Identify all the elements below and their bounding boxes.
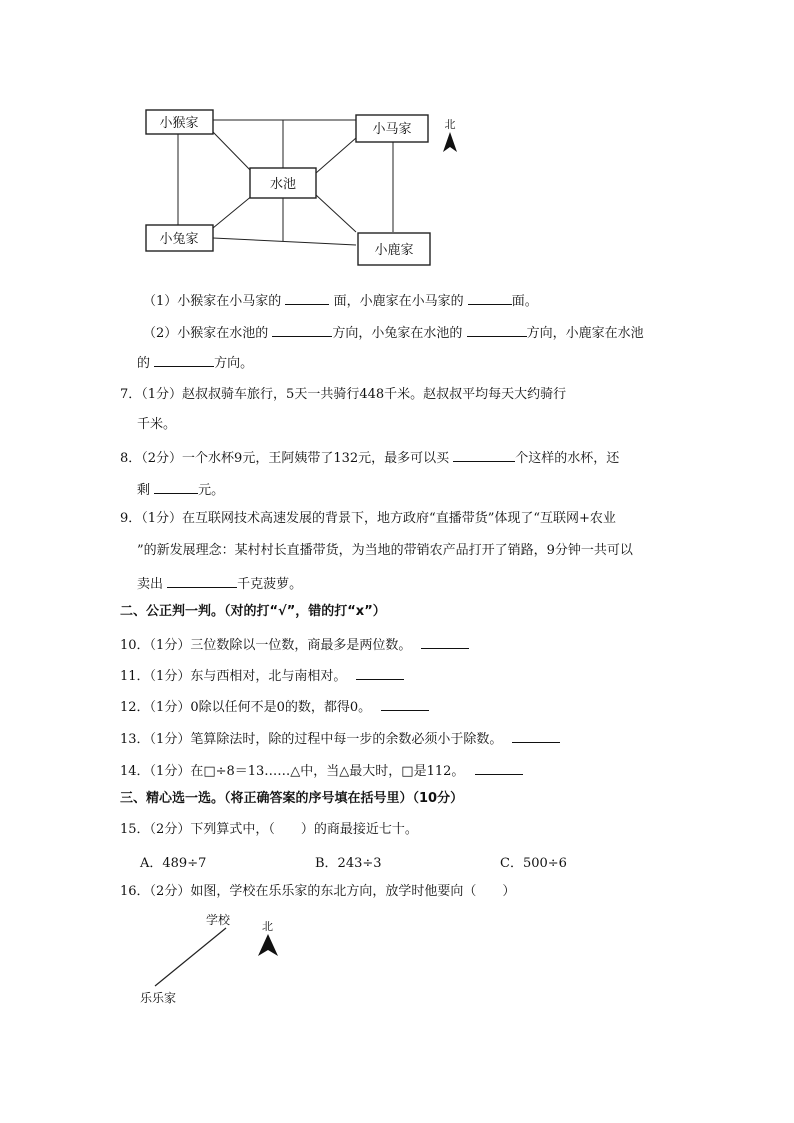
school-direction-figure	[138, 910, 283, 1010]
school-label: 学校	[206, 913, 231, 927]
question-12: 12．（1分）0除以任何不是0的数，都得0。	[120, 696, 429, 717]
section-3-heading: 三、精心选一选。（将正确答案的序号填在括号里）（10分）	[120, 791, 464, 806]
answer-blank[interactable]	[285, 290, 329, 305]
home-label: 乐乐家	[140, 991, 177, 1005]
horse-house-label: 小马家	[372, 122, 412, 137]
option-a[interactable]: A．489÷7	[140, 856, 207, 871]
question-8-cont: 剩 元。	[137, 479, 224, 500]
answer-blank[interactable]	[154, 352, 214, 367]
monkey-house-label: 小猴家	[159, 116, 199, 131]
answer-blank[interactable]	[512, 728, 560, 743]
path-line	[155, 928, 226, 986]
answer-blank[interactable]	[167, 573, 237, 588]
rabbit-house-label: 小兔家	[159, 232, 199, 247]
answer-blank[interactable]	[468, 290, 512, 305]
q6-line1: （1）小猴家在小马家的 面，小鹿家在小马家的 面。	[143, 290, 538, 311]
answer-blank[interactable]	[475, 760, 523, 775]
answer-blank[interactable]	[154, 479, 198, 494]
answer-blank[interactable]	[272, 322, 332, 337]
question-9-cont1: ”的新发展理念：某村村长直播带货，为当地的带销农产品打开了销路，9分钟一共可以	[137, 543, 633, 558]
north-arrow-icon	[258, 934, 278, 956]
question-8: 8．（2分）一个水杯9元，王阿姨带了132元，最多可以买 个这样的水杯，还	[120, 447, 619, 468]
question-16: 16．（2分）如图，学校在乐乐家的东北方向，放学时他要向（ ）	[120, 884, 516, 899]
question-13: 13．（1分）笔算除法时，除的过程中每一步的余数必须小于除数。	[120, 728, 560, 749]
north-label: 北	[262, 920, 273, 933]
answer-blank[interactable]	[421, 634, 469, 649]
option-c[interactable]: C．500÷6	[500, 856, 567, 871]
option-b[interactable]: B．243÷3	[315, 856, 382, 871]
question-7: 7．（1分）赵叔叔骑车旅行，5天一共骑行448千米。赵叔叔平均每天大约骑行	[120, 387, 567, 402]
north-label: 北	[444, 118, 456, 131]
question-9-cont2: 卖出 千克菠萝。	[137, 573, 302, 594]
answer-blank[interactable]	[356, 665, 404, 680]
north-arrow-icon	[443, 132, 457, 152]
question-11: 11．（1分）东与西相对，北与南相对。	[120, 665, 404, 686]
deer-house-label: 小鹿家	[374, 243, 414, 258]
question-7-cont: 千米。	[137, 417, 177, 432]
question-15: 15．（2分）下列算式中，（ ）的商最接近七十。	[120, 822, 418, 837]
question-14: 14．（1分）在□÷8＝13……△中，当△最大时，□是112。	[120, 760, 523, 781]
question-9: 9．（1分）在互联网技术高速发展的背景下，地方政府“直播带货”体现了“互联网+农业	[120, 511, 616, 526]
answer-blank[interactable]	[381, 696, 429, 711]
direction-map-figure	[138, 100, 460, 275]
question-10: 10．（1分）三位数除以一位数，商最多是两位数。	[120, 634, 469, 655]
answer-blank[interactable]	[453, 447, 515, 462]
q6-line2: （2）小猴家在水池的 方向，小兔家在水池的 方向，小鹿家在水池	[143, 322, 644, 343]
section-2-heading: 二、公正判一判。（对的打“√”，错的打“x”）	[120, 604, 386, 619]
q6-line3: 的 方向。	[137, 352, 253, 373]
pond-label: 水池	[269, 177, 297, 192]
answer-blank[interactable]	[467, 322, 527, 337]
